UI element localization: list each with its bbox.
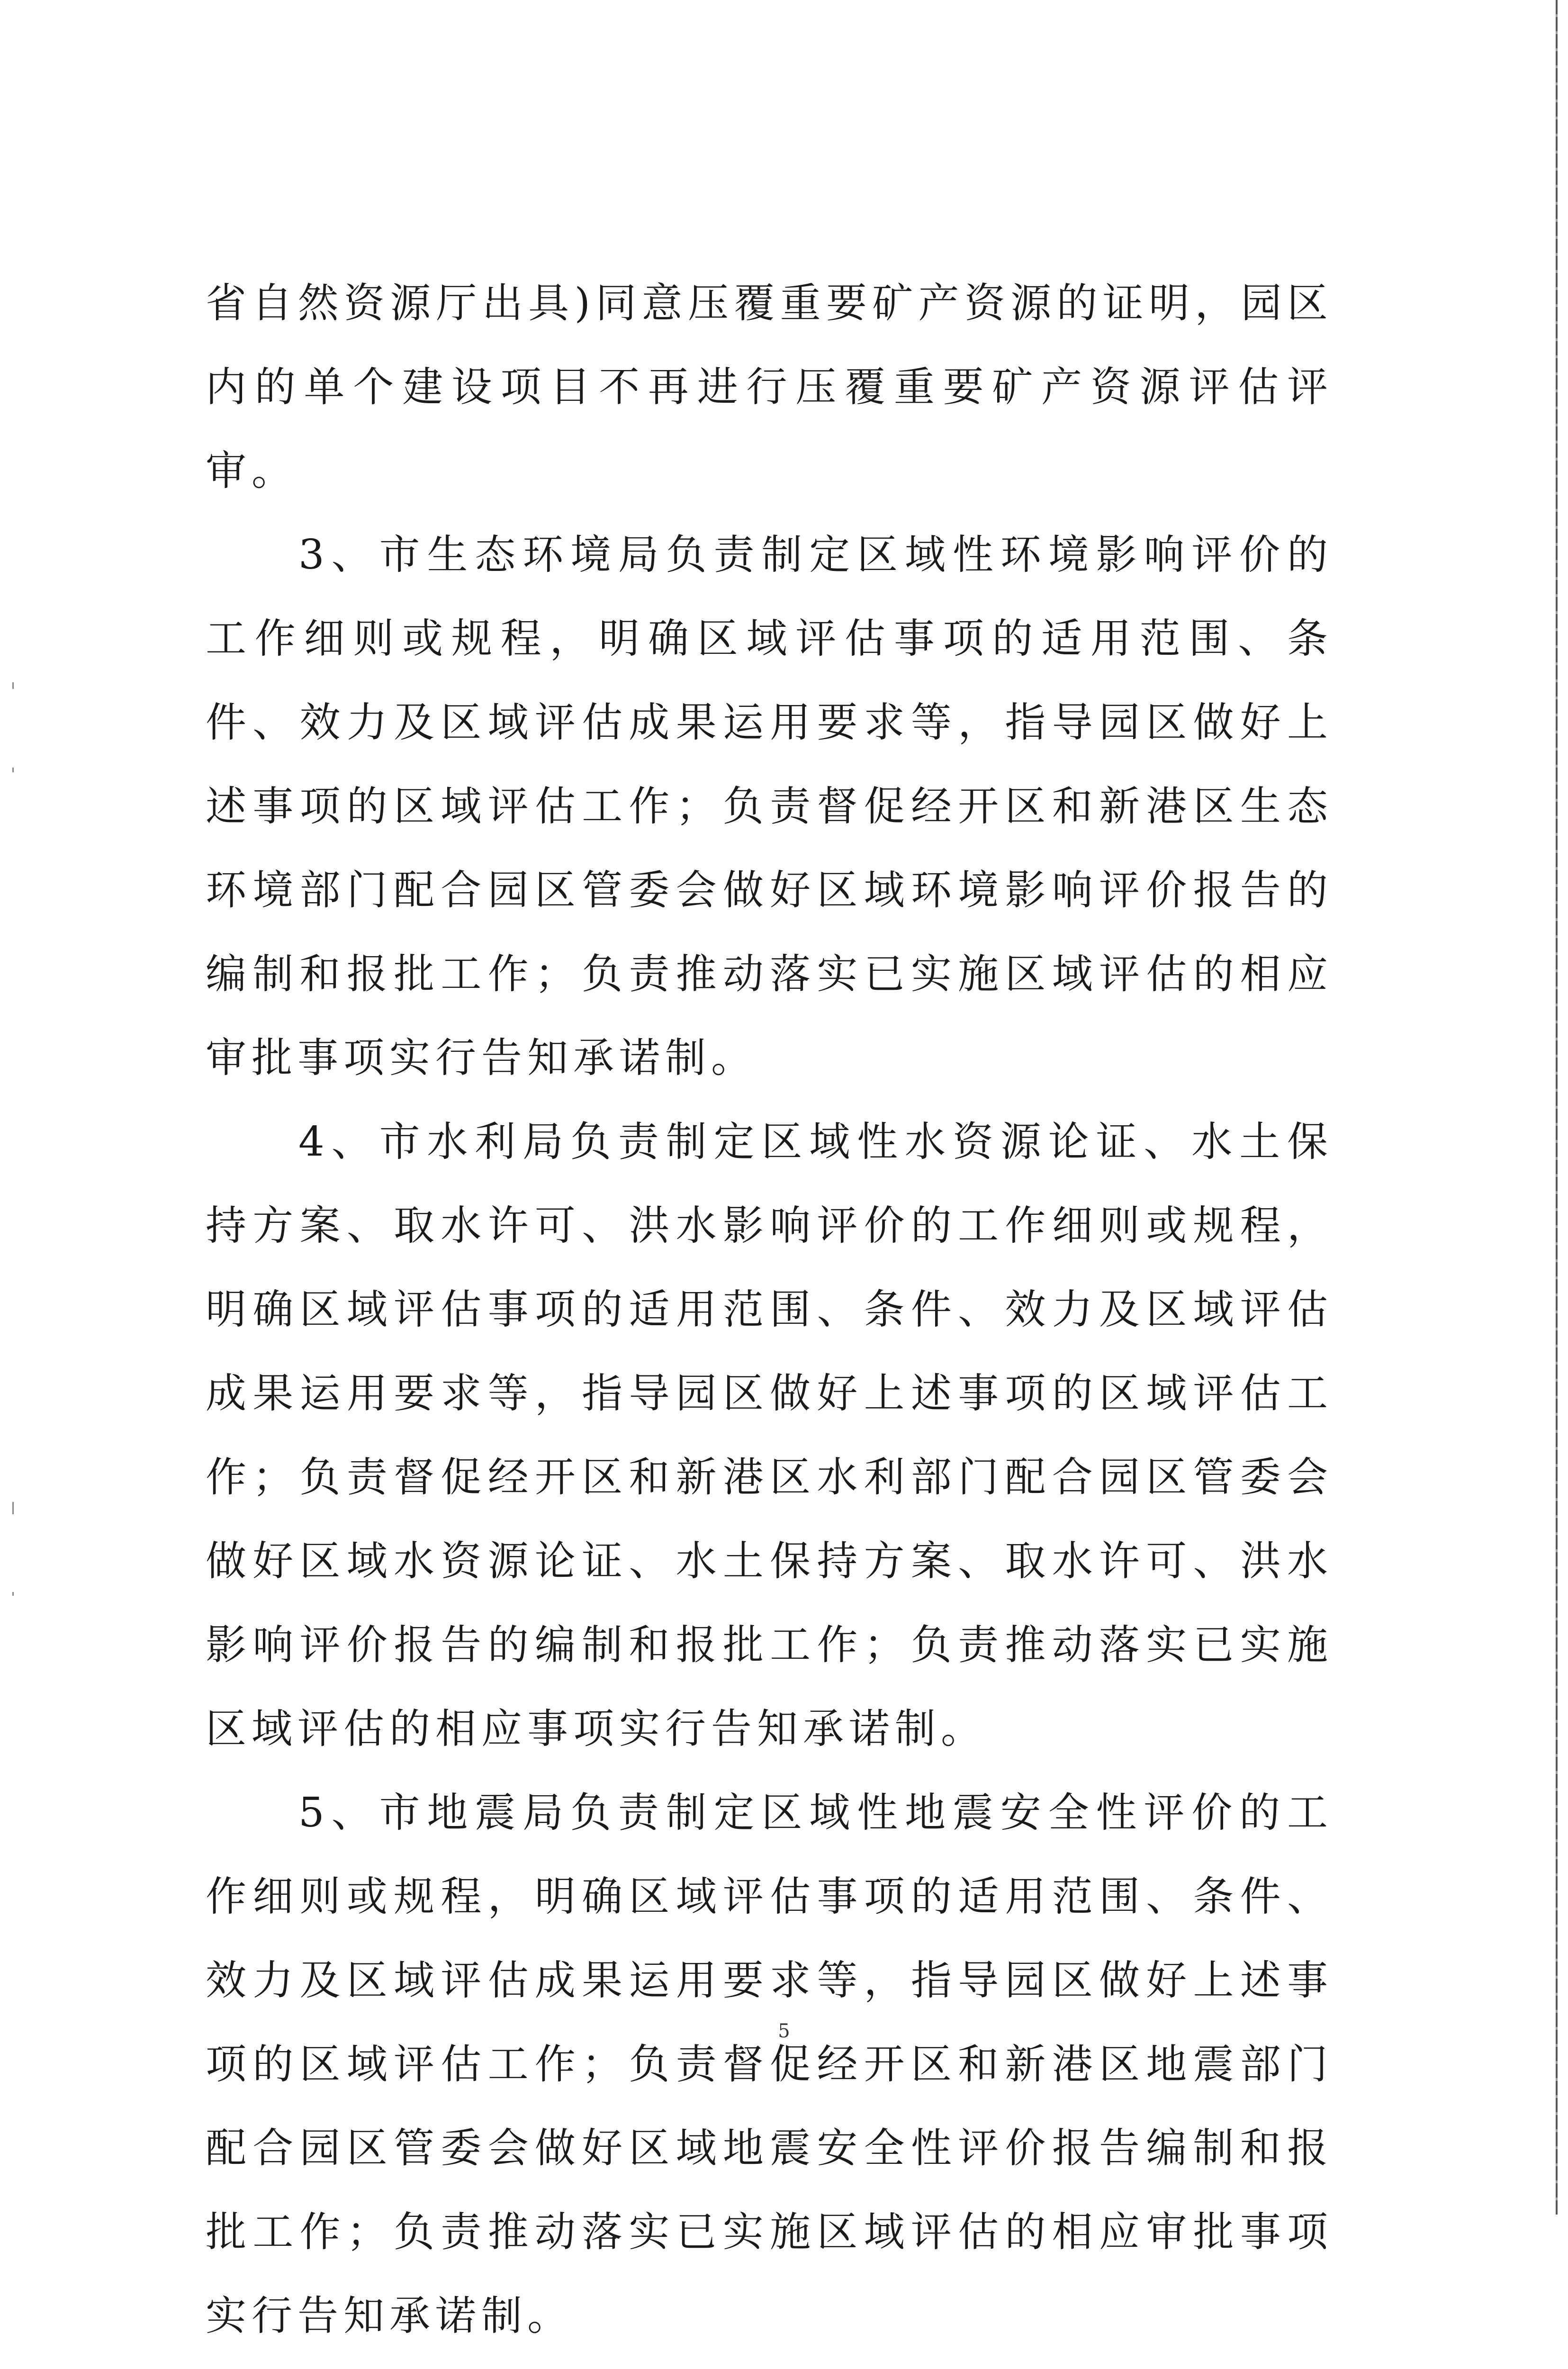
paragraph-item-6 [206, 2358, 1333, 2369]
paragraph-continuation: 省自然资源厅出具)同意压覆重要矿产资源的证明，园区内的单个建设项目不再进行压覆重要矿产资源评估评审。 [206, 280, 1333, 495]
page-number: 5 [778, 2020, 790, 2042]
scan-left-mark [12, 682, 14, 689]
scan-left-mark [12, 1502, 14, 1514]
scan-left-mark [12, 768, 14, 772]
body-text [206, 262, 1333, 2369]
paragraph-item-3: 3、市生态环境局负责制定区域性环境影响评价的工作细则或规程，明确区域评估事项的适用范围、条件、效力及区域评估成果运用要求等，指导园区做好上述事项的区域评估工作；负责督促经开区和新港区生态环境部门配合园区管委会做好区域环境影响评价报告的编制和报批工作；负责推动落实已实施区域评估的相应审批事项实行告知承诺制。 [206, 531, 1333, 1082]
paragraph-item-5: 5、市地震局负责制定区域性地震安全性评价的工作细则或规程，明确区域评估事项的适用范围、条件、效力及区域评估成果运用要求等，指导园区做好上述事项的区域评估工作；负责督促经开区和新港区地震部门配合园区管委会做好区域地震安全性评价报告编制和报批工作；负责推动落实已实施区域评估的相应审批事项实行告知承诺制。 [206, 1789, 1333, 2340]
paragraph-item-4: 4、市水利局负责制定区域性水资源论证、水土保持方案、取水许可、洪水影响评价的工作细则或规程，明确区域评估事项的适用范围、条件、效力及区域评估成果运用要求等，指导园区做好上述事项的区域评估工作；负责督促经开区和新港区水利部门配合园区管委会做好区域水资源论证、水土保持方案、取水许可、洪水影响评价报告的编制和报批工作；负责推动落实已实施区域评估的相应事项实行告知承诺制。 [206, 1118, 1333, 1753]
scan-left-mark [12, 1592, 14, 1596]
scan-right-edge [1556, 0, 1558, 2215]
